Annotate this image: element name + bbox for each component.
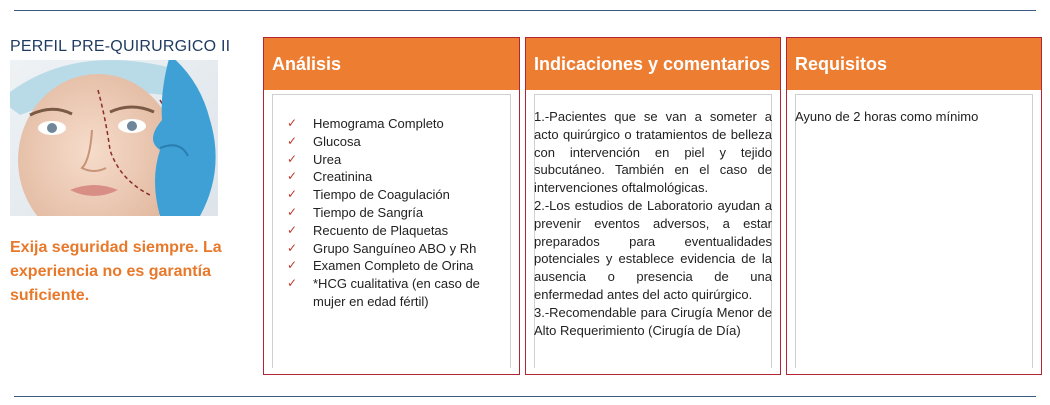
analysis-item <box>287 222 510 240</box>
analysis-item-label: Grupo Sanguíneo ABO y Rh <box>313 240 477 256</box>
analysis-list <box>273 95 510 311</box>
indications-text <box>534 108 772 339</box>
analysis-item-label: Examen Completo de Orina <box>313 258 474 274</box>
analysis-item-label: *HCG cualitativa (en caso de mujer en edad fértil) <box>313 276 480 309</box>
bottom-divider <box>14 396 1036 397</box>
indication-paragraph: 3.-Recomendable para Cirugía Menor de Alto Requerimiento (Cirugía de Día) <box>534 304 772 338</box>
indications-header: Indicaciones y comentarios <box>526 38 780 90</box>
analysis-item-label: Creatinina <box>313 169 373 185</box>
check-icon: ✓ <box>287 240 298 255</box>
top-divider <box>14 10 1036 11</box>
analysis-item <box>287 168 510 186</box>
analysis-item-label: Urea <box>313 151 342 167</box>
analysis-item <box>287 204 510 222</box>
check-icon: ✓ <box>287 222 298 237</box>
analysis-item <box>287 115 510 133</box>
analysis-item-label: Glucosa <box>313 133 361 149</box>
analysis-item <box>287 186 510 204</box>
analysis-item-label: Hemograma Completo <box>313 116 444 131</box>
check-icon: ✓ <box>287 169 298 184</box>
check-icon: ✓ <box>287 276 298 291</box>
face-illustration <box>10 60 218 216</box>
analysis-item-label: Tiempo de Coagulación <box>313 187 450 203</box>
check-icon: ✓ <box>287 116 298 130</box>
analysis-column <box>263 37 520 375</box>
indications-column <box>525 37 781 375</box>
analysis-item <box>287 275 510 311</box>
analysis-item-label: Tiempo de Sangría <box>313 204 424 220</box>
check-icon: ✓ <box>287 204 298 219</box>
analysis-header: Análisis <box>264 38 519 90</box>
analysis-item <box>287 133 510 151</box>
profile-title: PERFIL PRE-QUIRURGICO II <box>10 38 231 55</box>
profile-panel <box>10 38 250 308</box>
indication-paragraph: 2.-Los estudios de Laboratorio ayudan a prevenir eventos adversos, a estar preparados para eventualidades potenciales y establece evidencia de la ausencia o presencia de una enfermedad antes del acto quirúrgico. <box>534 197 772 302</box>
requirements-text: Ayuno de 2 horas como mínimo <box>795 109 979 124</box>
requirements-column <box>786 37 1042 375</box>
analysis-item-label: Recuento de Plaquetas <box>313 222 449 238</box>
analysis-item <box>287 151 510 169</box>
check-icon: ✓ <box>287 133 298 148</box>
face-photo <box>10 60 218 216</box>
check-icon: ✓ <box>287 258 298 273</box>
analysis-item <box>287 240 510 258</box>
indication-paragraph: 1.-Pacientes que se van a someter a acto quirúrgico o tratamientos de belleza con intervención en piel y tejido subcutáneo. También en el caso de intervenciones oftalmológicas. <box>534 109 772 196</box>
requirements-content-frame <box>795 94 1033 368</box>
requirements-header: Requisitos <box>787 38 1041 90</box>
check-icon: ✓ <box>287 187 298 202</box>
analysis-item <box>287 257 510 275</box>
check-icon: ✓ <box>287 151 298 166</box>
slogan-text: Exija seguridad siempre. La experiencia no es garantía suficiente. <box>10 239 222 304</box>
analysis-content-frame <box>272 94 511 368</box>
